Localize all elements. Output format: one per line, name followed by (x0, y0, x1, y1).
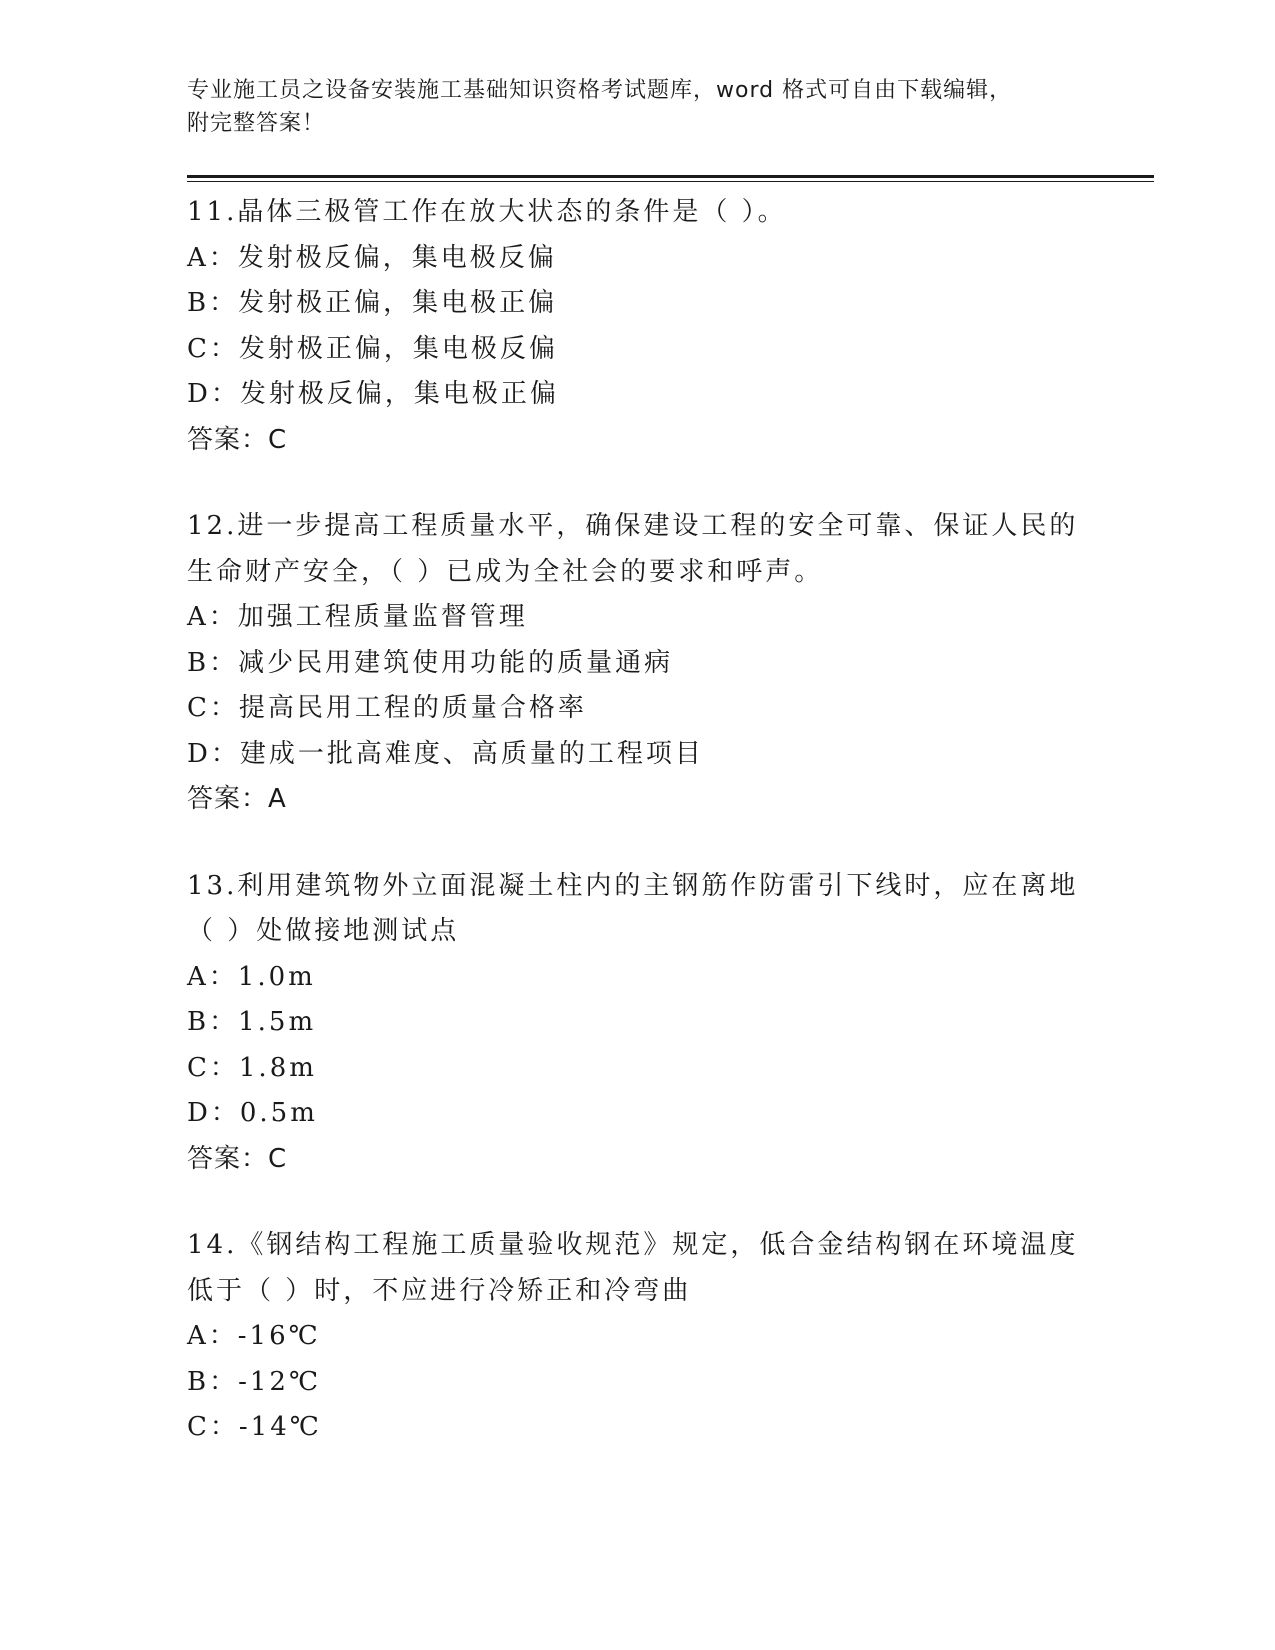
answer-line: 答案：A (187, 784, 287, 814)
option-d: D：建成一批高难度、高质量的工程项目 (187, 738, 704, 769)
option-b: B：发射极正偏，集电极正偏 (187, 288, 558, 318)
header-line-2: 附完整答案！ (187, 111, 326, 136)
option-a: A：发射极反偏，集电极反偏 (187, 242, 557, 273)
question-list (187, 190, 1087, 1492)
header-divider-thin (187, 181, 1154, 182)
option-c: C：1.8m (187, 1052, 317, 1083)
question-11 (187, 190, 1087, 463)
header-line-1: 专业施工员之设备安装施工基础知识资格考试题库，word 格式可自由下载编辑， (187, 78, 1013, 103)
question-stem-line: 14.《钢结构工程施工质量验收规范》规定，低合金结构钢在环境温度 (187, 1230, 1079, 1260)
question-stem-line: 生命财产安全，（ ）已成为全社会的要求和呼声。 (187, 556, 824, 587)
document-header (187, 74, 1067, 140)
header-divider-thick (187, 175, 1154, 178)
question-stem (187, 504, 1087, 595)
option-c: C：发射极正偏，集电极反偏 (187, 333, 558, 364)
answer-line: 答案：C (187, 424, 288, 455)
question-stem (187, 864, 1087, 955)
question-stem-line: 低于（ ）时，不应进行冷矫正和冷弯曲 (187, 1275, 692, 1306)
option-a: A：1.0m (187, 961, 316, 992)
option-d: D：0.5m (187, 1098, 318, 1128)
option-b: B：减少民用建筑使用功能的质量通病 (187, 647, 674, 678)
option-b: B：1.5m (187, 1007, 317, 1037)
question-stem (187, 190, 1087, 236)
question-12 (187, 504, 1087, 823)
question-14 (187, 1223, 1087, 1451)
option-a: A：加强工程质量监督管理 (187, 602, 528, 632)
option-b: B：-12℃ (187, 1366, 322, 1397)
answer-line: 答案：C (187, 1143, 288, 1174)
question-stem-line: 12.进一步提高工程质量水平，确保建设工程的安全可靠、保证人民的 (187, 511, 1079, 541)
question-stem-line: 11.晶体三极管工作在放大状态的条件是（ ）。 (187, 197, 787, 227)
option-d: D：发射极反偏，集电极正偏 (187, 379, 559, 409)
option-a: A：-16℃ (187, 1321, 321, 1351)
option-c: C：-14℃ (187, 1412, 322, 1442)
question-stem (187, 1223, 1087, 1314)
question-13 (187, 864, 1087, 1183)
question-stem-line: （ ）处做接地测试点 (187, 916, 460, 946)
option-c: C：提高民用工程的质量合格率 (187, 693, 587, 723)
question-stem-line: 13.利用建筑物外立面混凝土柱内的主钢筋作防雷引下线时，应在离地 (187, 870, 1079, 901)
